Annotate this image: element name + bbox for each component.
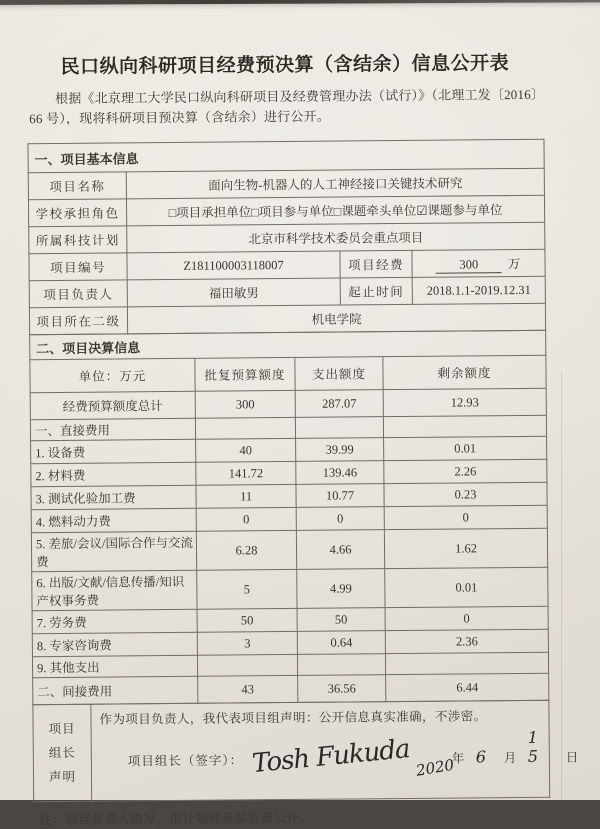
row-label: 9. 其他支出 [32,656,197,678]
declaration-content [91,701,579,802]
row-spent: 4.66 [296,530,384,570]
row-remain: 1.62 [384,529,547,569]
row-remain: 2.26 [384,460,547,484]
row-remain: 6.44 [386,674,549,702]
row-spent: 39.99 [296,438,384,462]
table-row-travel [31,529,547,573]
row-spent: 287.07 [295,390,383,418]
row-spent [295,417,383,439]
row-label: 8. 专家咨询费 [32,633,197,657]
fund-unit: 万 [507,256,522,271]
row-budget: 6.28 [196,531,296,571]
row-budget: 141.72 [196,462,296,486]
handwritten-year: 2020 [414,755,456,781]
row-label: 7. 劳务费 [32,610,197,634]
declaration-row [33,701,550,802]
row-remain: 0.23 [384,483,547,507]
row-budget [195,418,295,440]
declaration-statement: 作为项目负责人，我代表项目组声明：公开信息真实准确，不涉密。 [99,709,487,727]
role-checkbox-group: □项目承担单位□项目参与单位□课题牵头单位☑课题参与单位 [126,196,544,227]
row-label: 二、间接费用 [33,677,198,705]
row-remain [383,416,546,438]
row-remain: 0 [385,607,548,631]
day-label: 日 [565,750,579,765]
dept-value: 机电学院 [127,304,545,335]
plan-label: 所属科技计划 [29,226,127,254]
row-label: 4. 燃料动力费 [31,509,196,533]
budget-table [29,330,549,705]
row-remain: 2.36 [385,630,548,654]
intro-paragraph: 根据《北京理工大学民口纵向科研项目及经费管理办法（试行）》（北理工发〔2016〕66 号），现将科研项目预决算（含结余）进行公开。 [29,86,538,127]
year-label: 年 [451,751,465,766]
row-label: 6. 出版/文献/信息传播/知识产权事务费 [32,571,197,611]
photo-top-edge [0,0,600,5]
signature-line [100,726,579,782]
leader-label: 项目负责人 [29,280,127,308]
row-label: 一、直接费用 [30,419,195,441]
project-number-value: Z181100003118007 [127,251,340,280]
row-budget: 5 [197,570,297,610]
row-spent: 0.64 [297,631,385,655]
row-budget: 43 [198,676,298,704]
project-name-label: 项目名称 [28,172,126,200]
footer-note: 注：项目负责人填写，由计划财务部负责公开。 [39,811,313,828]
side-label-line: 项目 [48,721,76,736]
row-budget: 0 [196,508,296,532]
handwritten-signature: Tosh Fukuda [250,734,411,780]
fund-amount: 300 [436,257,502,274]
fund-label: 项目经费 [340,251,412,279]
row-spent: 4.99 [297,569,385,609]
form-sheet [27,34,579,829]
declaration-side-label [33,705,92,803]
side-label-line: 组长 [48,745,76,761]
row-remain [385,653,548,675]
row-remain: 12.93 [383,389,546,417]
row-budget: 3 [197,632,297,656]
sign-label: 项目组长（签字）： [127,753,244,769]
basic-info-table [27,139,546,336]
month-label: 月 [503,751,517,766]
col-header-spent: 支出额度 [295,357,383,391]
col-header-unit: 单位：万元 [30,359,195,393]
row-remain: 0.01 [384,437,547,461]
project-name-value: 面向生物-机器人的人工神经接口关键技术研究 [126,169,544,200]
plan-value: 北京市科学技术委员会重点项目 [127,223,545,254]
declaration-table [32,700,579,803]
period-label: 起止时间 [340,278,412,306]
handwritten-month: 6 [475,747,487,767]
row-label: 经费预算额度总计 [30,392,195,420]
table-row-publication [32,568,548,612]
row-budget: 40 [196,439,296,463]
row-label: 2. 材料费 [31,463,196,487]
role-label: 学校承担角色 [28,199,126,227]
section1-title: 一、项目基本信息 [28,140,544,174]
row-spent: 10.77 [296,484,384,508]
row-spent: 139.46 [296,461,384,485]
row-budget: 300 [195,391,295,419]
handwritten-day: 15 [527,728,539,767]
row-spent [297,654,385,676]
row-spent: 36.56 [298,675,386,703]
row-budget [197,655,297,677]
page-title: 民口纵向科研项目经费预决算（含结余）信息公开表 [60,53,510,78]
row-label: 1. 设备费 [31,440,196,464]
period-value: 2018.1.1-2019.12.31 [412,277,545,305]
section2-title: 二、项目决算信息 [30,331,546,361]
paper-edge-line [561,370,562,800]
leader-value: 福田敏男 [127,278,340,307]
row-budget: 11 [196,485,296,509]
col-header-approved: 批复预算额度 [195,358,295,392]
row-spent: 50 [297,608,385,632]
row-remain: 0 [384,506,547,530]
side-label-line: 声明 [48,770,77,785]
row-remain: 0.01 [385,568,548,608]
row-spent: 0 [296,507,384,531]
section1-header-row [28,140,544,174]
row-label: 3. 测试化验加工费 [31,486,196,510]
col-header-remaining: 剩余额度 [383,356,546,390]
project-number-label: 项目编号 [29,253,127,281]
budget-column-header-row [30,356,546,394]
dept-label: 项目所在二级 [29,307,127,335]
row-label: 5. 差旅/会议/国际合作与交流费 [31,532,196,572]
row-budget: 50 [197,609,297,633]
fund-value-cell [412,250,545,278]
